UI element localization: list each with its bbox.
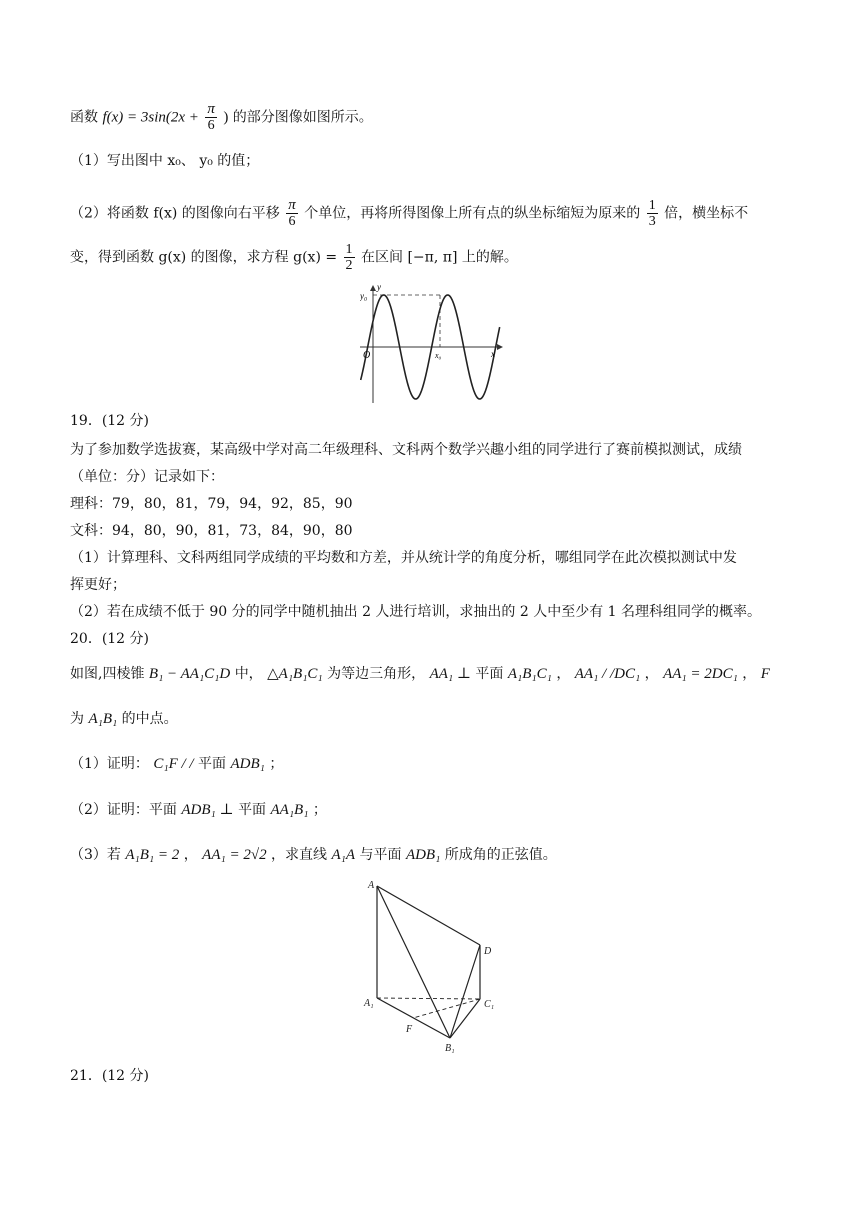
edge-c1-f-hidden bbox=[413, 999, 480, 1018]
edge-a1-c1-hidden bbox=[377, 998, 480, 999]
edge-a1-b1 bbox=[377, 998, 450, 1038]
x-axis-arrow bbox=[497, 344, 503, 350]
p18-intro-post: 的部分图像如图所示。 bbox=[232, 109, 373, 126]
pyramid-figure bbox=[360, 875, 500, 1060]
p18-q2-line1: （2）将函数 f(x) 的图像向右平移 $\frac{\pi}{6}$ 个单位，再将所得图像上所有点的纵坐标缩短为原来的 $\frac{1}{3}$ 倍，横坐标不 bbox=[70, 197, 749, 229]
label-B1: B₁ bbox=[445, 1043, 455, 1054]
label-D: D bbox=[484, 946, 492, 957]
p18-q2-line2: 变，得到函数 g(x) 的图像，求方程 g(x) = $\frac{1}{2}$ 在区间 [−π, π] 上的解。 bbox=[70, 242, 518, 273]
p18-intro-pre: 函数 bbox=[70, 109, 98, 126]
y-axis-arrow bbox=[370, 285, 376, 291]
pyramid-diagram bbox=[360, 875, 500, 1060]
sine-graph-figure bbox=[360, 283, 505, 408]
p19-science-scores: 理科：79，80，81，79，94，92，85，90 bbox=[70, 496, 353, 512]
label-A1: A₁ bbox=[364, 998, 374, 1009]
p18-intro: 函数 f(x) = 3sin(2x + $\frac{\pi}{6}$ ) 的部分图像如图所示。 bbox=[70, 101, 373, 133]
edge-d-b1 bbox=[450, 945, 480, 1038]
p19-text-2: （单位：分）记录如下： bbox=[70, 469, 224, 485]
sine-graph bbox=[360, 283, 505, 408]
p21-heading: 21．(12 分) bbox=[70, 1068, 150, 1084]
p20-q3: （3）若 A₁B₁ = 2 ， AA₁ = 2√2 ，求直线 A₁A 与平面 ADB₁ 所成角的正弦值。 bbox=[70, 847, 557, 863]
edge-c1-b1 bbox=[450, 999, 480, 1038]
label-x: x bbox=[491, 349, 495, 359]
edge-a-b1 bbox=[377, 886, 450, 1038]
p19-q2: （2）若在成绩不低于 90 分的同学中随机抽出 2 人进行培训，求抽出的 2 人中至少有 1 名理科组同学的概率。 bbox=[70, 604, 762, 620]
p18-q1: （1）写出图中 x₀、 y₀ 的值； bbox=[70, 153, 260, 169]
p19-q1-line2: 挥更好； bbox=[70, 577, 126, 593]
label-origin: O bbox=[363, 350, 371, 361]
p20-intro-line1: 如图,四棱锥 B₁ − AA₁C₁D 中， △A₁B₁C₁ 为等边三角形， AA₁ ⊥ 平面 A₁B₁C₁ ， AA₁ / /DC₁ ， AA₁ = 2DC₁ ， F bbox=[70, 666, 770, 682]
p18-func-frac: $\frac{\pi}{6}$ bbox=[207, 101, 215, 133]
p19-heading: 19．(12 分) bbox=[70, 413, 150, 429]
label-A: A bbox=[368, 880, 375, 891]
label-x0: x₀ bbox=[435, 351, 442, 360]
p20-intro-line2: 为 A₁B₁ 的中点。 bbox=[70, 711, 178, 727]
label-C1: C₁ bbox=[484, 999, 495, 1010]
label-y0: y₀ bbox=[360, 291, 368, 301]
p20-q2: （2）证明：平面 ADB₁ ⊥ 平面 AA₁B₁ ； bbox=[70, 802, 327, 818]
p19-text-1: 为了参加数学选拔赛，某高级中学对高二年级理科、文科两个数学兴趣小组的同学进行了赛前模拟测试，成绩 bbox=[70, 442, 742, 458]
p20-q1: （1）证明： C₁F / / 平面 ADB₁ ； bbox=[70, 756, 284, 772]
label-F: F bbox=[406, 1024, 413, 1035]
p18-func: f(x) = 3sin(2x + bbox=[102, 109, 199, 126]
p19-arts-scores: 文科：94，80，90，81，73，84，90，80 bbox=[70, 523, 353, 539]
p19-q1-line1: （1）计算理科、文科两组同学成绩的平均数和方差，并从统计学的角度分析，哪组同学在此次模拟测试中发 bbox=[70, 550, 737, 566]
p20-heading: 20．(12 分) bbox=[70, 631, 150, 647]
edge-a-d bbox=[377, 886, 480, 945]
label-y: y bbox=[377, 283, 381, 292]
